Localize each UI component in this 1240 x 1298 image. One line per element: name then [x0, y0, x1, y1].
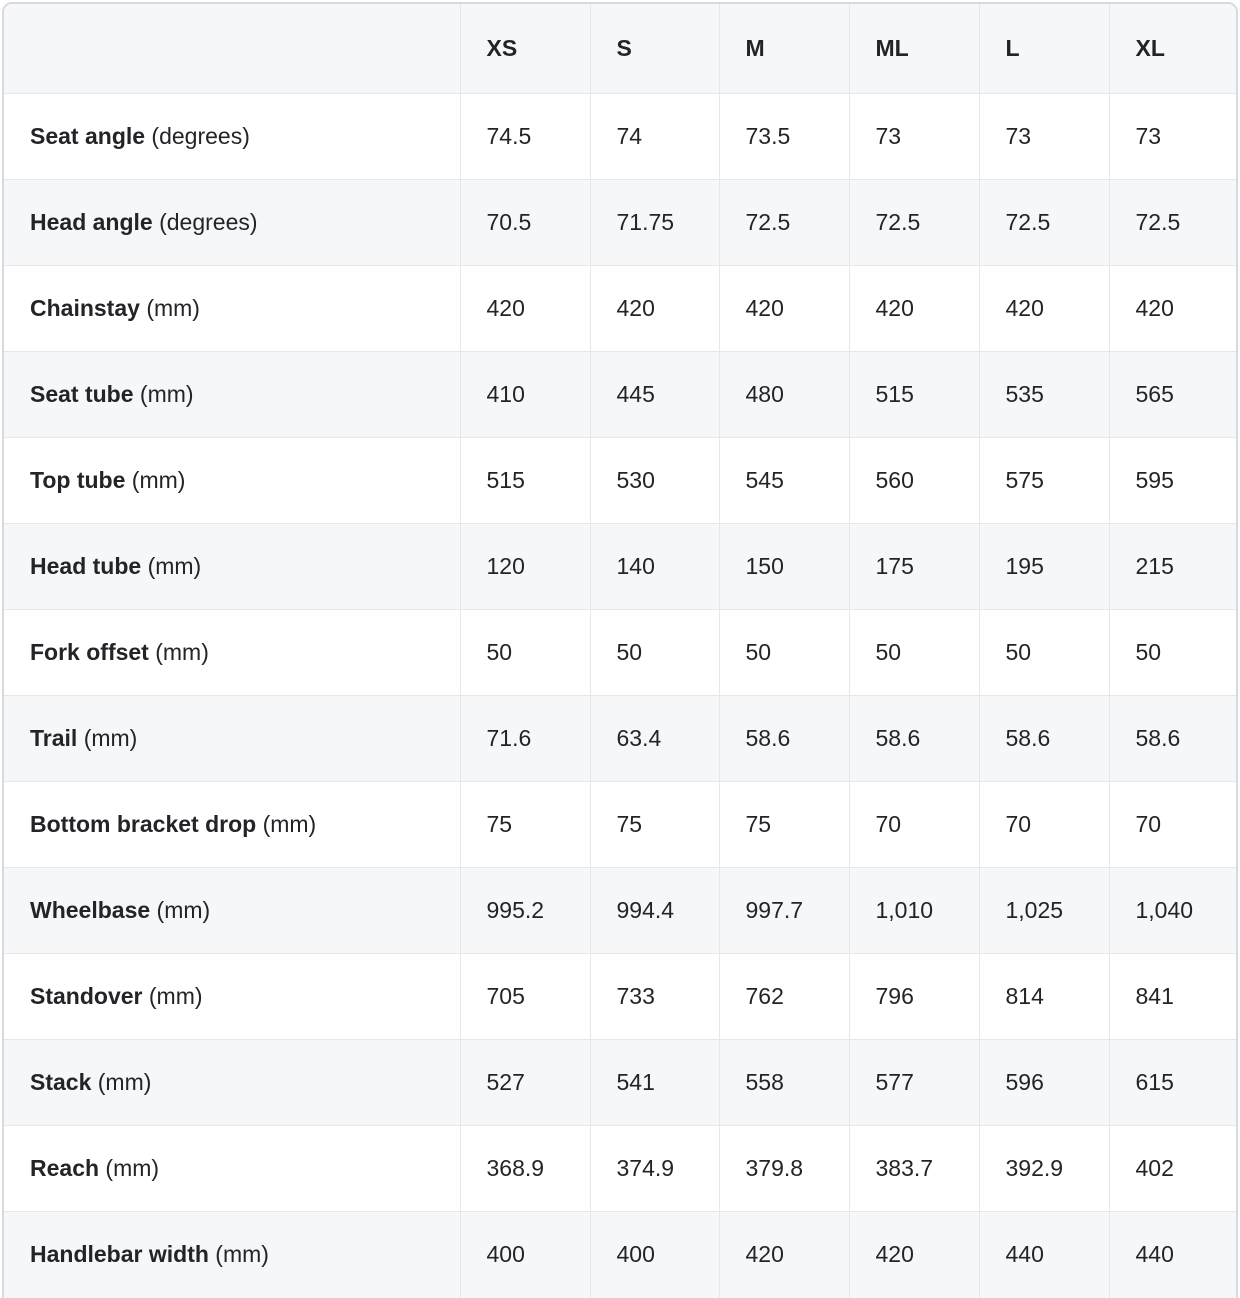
value-cell: 535 — [979, 352, 1109, 438]
row-label-unit: (mm) — [150, 897, 211, 923]
value-cell: 70 — [979, 782, 1109, 868]
value-cell: 545 — [719, 438, 849, 524]
value-cell: 73 — [849, 94, 979, 180]
row-label-unit: (mm) — [125, 467, 186, 493]
value-cell: 705 — [460, 954, 590, 1040]
value-cell: 150 — [719, 524, 849, 610]
value-cell: 420 — [590, 266, 719, 352]
row-label — [4, 610, 460, 696]
row-label-unit: (mm) — [133, 381, 194, 407]
value-cell: 73.5 — [719, 94, 849, 180]
value-cell: 420 — [460, 266, 590, 352]
value-cell: 71.6 — [460, 696, 590, 782]
value-cell: 50 — [849, 610, 979, 696]
value-cell: 997.7 — [719, 868, 849, 954]
value-cell: 72.5 — [719, 180, 849, 266]
row-label — [4, 524, 460, 610]
header-row — [4, 4, 1236, 94]
value-cell: 58.6 — [979, 696, 1109, 782]
table-row — [4, 524, 1236, 610]
row-label-name: Reach — [30, 1155, 100, 1181]
row-label — [4, 954, 460, 1040]
row-label — [4, 782, 460, 868]
value-cell: 596 — [979, 1040, 1109, 1126]
value-cell: 420 — [719, 266, 849, 352]
value-cell: 50 — [979, 610, 1109, 696]
value-cell: 541 — [590, 1040, 719, 1126]
value-cell: 577 — [849, 1040, 979, 1126]
column-header-xl: XL — [1109, 4, 1236, 94]
value-cell: 71.75 — [590, 180, 719, 266]
table-row — [4, 696, 1236, 782]
value-cell: 410 — [460, 352, 590, 438]
value-cell: 515 — [849, 352, 979, 438]
value-cell: 420 — [719, 1212, 849, 1298]
value-cell: 379.8 — [719, 1126, 849, 1212]
value-cell: 733 — [590, 954, 719, 1040]
value-cell: 400 — [460, 1212, 590, 1298]
value-cell: 368.9 — [460, 1126, 590, 1212]
value-cell: 558 — [719, 1040, 849, 1126]
column-header-ml: ML — [849, 4, 979, 94]
value-cell: 995.2 — [460, 868, 590, 954]
row-label — [4, 438, 460, 524]
corner-cell — [4, 4, 460, 94]
row-label-unit: (mm) — [139, 295, 200, 321]
value-cell: 50 — [719, 610, 849, 696]
value-cell: 392.9 — [979, 1126, 1109, 1212]
value-cell: 420 — [849, 1212, 979, 1298]
row-label-name: Trail — [30, 725, 78, 751]
value-cell: 796 — [849, 954, 979, 1040]
row-label-name: Handlebar width — [30, 1241, 209, 1268]
row-label — [4, 868, 460, 954]
value-cell: 72.5 — [849, 180, 979, 266]
row-label-name: Seat tube — [30, 381, 134, 407]
value-cell: 195 — [979, 524, 1109, 610]
table-row — [4, 352, 1236, 438]
table-body — [4, 94, 1236, 1298]
value-cell: 530 — [590, 438, 719, 524]
value-cell: 72.5 — [979, 180, 1109, 266]
row-label — [4, 180, 460, 266]
value-cell: 50 — [1109, 610, 1236, 696]
value-cell: 58.6 — [849, 696, 979, 782]
value-cell: 74 — [590, 94, 719, 180]
row-label-unit: (mm) — [91, 1069, 152, 1095]
value-cell: 814 — [979, 954, 1109, 1040]
value-cell: 374.9 — [590, 1126, 719, 1212]
table-row — [4, 954, 1236, 1040]
row-label — [4, 1212, 460, 1298]
value-cell: 1,040 — [1109, 868, 1236, 954]
value-cell: 400 — [590, 1212, 719, 1298]
value-cell: 527 — [460, 1040, 590, 1126]
value-cell: 420 — [1109, 266, 1236, 352]
row-label — [4, 352, 460, 438]
table-row — [4, 1212, 1236, 1298]
row-label-unit: (mm) — [99, 1155, 160, 1181]
value-cell: 73 — [979, 94, 1109, 180]
value-cell: 994.4 — [590, 868, 719, 954]
table-row — [4, 266, 1236, 352]
row-label-name: Bottom bracket drop — [30, 811, 257, 837]
value-cell: 1,010 — [849, 868, 979, 954]
value-cell: 565 — [1109, 352, 1236, 438]
value-cell: 762 — [719, 954, 849, 1040]
value-cell: 63.4 — [590, 696, 719, 782]
value-cell: 75 — [719, 782, 849, 868]
value-cell: 70.5 — [460, 180, 590, 266]
row-label-unit: (mm) — [141, 553, 202, 579]
row-label-unit: (degrees) — [152, 209, 258, 235]
value-cell: 595 — [1109, 438, 1236, 524]
row-label — [4, 1040, 460, 1126]
value-cell: 841 — [1109, 954, 1236, 1040]
value-cell: 50 — [460, 610, 590, 696]
table-row — [4, 180, 1236, 266]
row-label-name: Chainstay — [30, 295, 140, 321]
row-label-unit: (mm) — [148, 639, 209, 665]
geometry-table-card — [2, 2, 1238, 1298]
row-label-unit: (mm) — [256, 811, 317, 837]
value-cell: 615 — [1109, 1040, 1236, 1126]
geometry-table — [4, 4, 1236, 1298]
table-row — [4, 438, 1236, 524]
column-header-s: S — [590, 4, 719, 94]
row-label-unit: (degrees) — [145, 123, 250, 149]
value-cell: 120 — [460, 524, 590, 610]
value-cell: 1,025 — [979, 868, 1109, 954]
row-label-unit: (mm) — [208, 1241, 269, 1268]
value-cell: 175 — [849, 524, 979, 610]
row-label-name: Standover — [30, 983, 143, 1009]
value-cell: 383.7 — [849, 1126, 979, 1212]
value-cell: 75 — [460, 782, 590, 868]
value-cell: 440 — [979, 1212, 1109, 1298]
value-cell: 480 — [719, 352, 849, 438]
table-row — [4, 94, 1236, 180]
row-label-name: Top tube — [30, 467, 126, 493]
value-cell: 58.6 — [719, 696, 849, 782]
value-cell: 70 — [1109, 782, 1236, 868]
row-label-name: Head angle — [30, 209, 153, 235]
row-label-name: Wheelbase — [30, 897, 151, 923]
column-header-m: M — [719, 4, 849, 94]
column-header-l: L — [979, 4, 1109, 94]
value-cell: 420 — [979, 266, 1109, 352]
value-cell: 215 — [1109, 524, 1236, 610]
row-label — [4, 696, 460, 782]
value-cell: 72.5 — [1109, 180, 1236, 266]
row-label-name: Head tube — [30, 553, 142, 579]
value-cell: 140 — [590, 524, 719, 610]
value-cell: 73 — [1109, 94, 1236, 180]
value-cell: 575 — [979, 438, 1109, 524]
table-row — [4, 1040, 1236, 1126]
table-row — [4, 868, 1236, 954]
value-cell: 445 — [590, 352, 719, 438]
value-cell: 74.5 — [460, 94, 590, 180]
value-cell: 58.6 — [1109, 696, 1236, 782]
row-label — [4, 94, 460, 180]
value-cell: 440 — [1109, 1212, 1236, 1298]
value-cell: 75 — [590, 782, 719, 868]
table-row — [4, 1126, 1236, 1212]
value-cell: 560 — [849, 438, 979, 524]
column-header-xs: XS — [460, 4, 590, 94]
table-row — [4, 610, 1236, 696]
row-label-name: Seat angle — [30, 123, 146, 149]
value-cell: 50 — [590, 610, 719, 696]
row-label-name: Fork offset — [30, 639, 149, 665]
row-label-unit: (mm) — [142, 983, 203, 1009]
value-cell: 70 — [849, 782, 979, 868]
row-label — [4, 266, 460, 352]
value-cell: 515 — [460, 438, 590, 524]
row-label-name: Stack — [30, 1069, 92, 1095]
value-cell: 402 — [1109, 1126, 1236, 1212]
value-cell: 420 — [849, 266, 979, 352]
row-label — [4, 1126, 460, 1212]
table-row — [4, 782, 1236, 868]
row-label-unit: (mm) — [77, 725, 138, 751]
